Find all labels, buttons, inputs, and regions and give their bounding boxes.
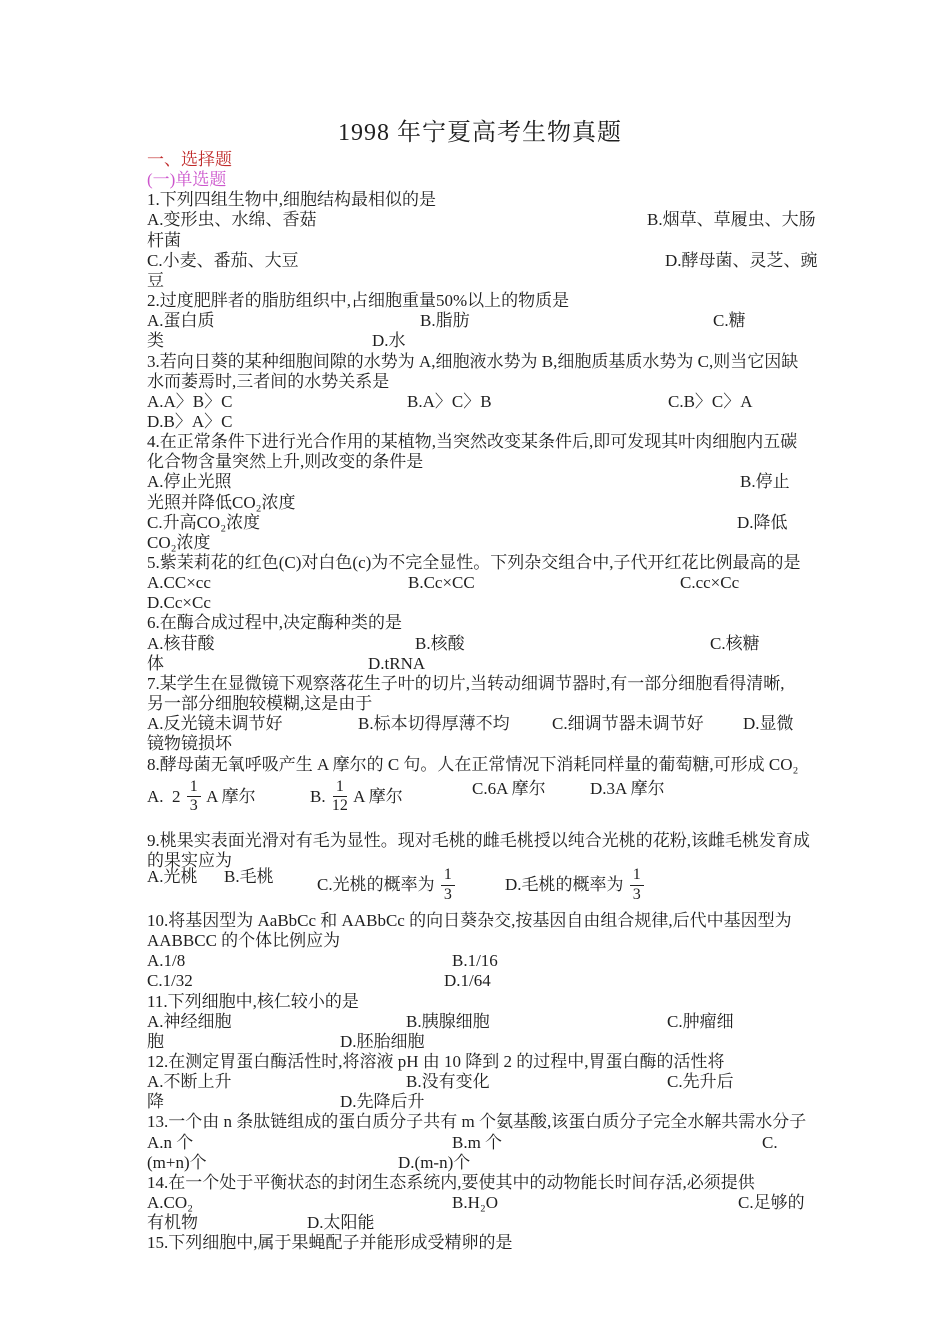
q13-options-abc-seg-0 [147, 1133, 193, 1153]
text-run: 杆菌 [147, 230, 181, 250]
q15-stem [147, 1233, 813, 1253]
q3-options-abc [147, 392, 813, 412]
text-run: B.脂肪 [420, 311, 470, 331]
text-run: A.反光镜未调节好 [147, 714, 283, 734]
text-run: 8.酵母菌无氧呼吸产生 A 摩尔的 C 句。人在正常情况下消耗同样量的葡萄糖,可形成 CO₂ [147, 754, 799, 774]
text-run: B.m 个 [452, 1132, 503, 1152]
q1-option-b-wrap [147, 231, 813, 251]
q7-options-abcd [147, 714, 813, 734]
q12-stem [147, 1052, 813, 1072]
q9-options-seg-2 [317, 867, 457, 904]
q8-options-seg-3 [590, 779, 665, 799]
q12-options-abc-seg-2 [667, 1072, 734, 1092]
q8-options-seg-2 [472, 779, 546, 799]
section-heading-sub [147, 170, 813, 190]
q3-stem-2 [147, 372, 813, 392]
text-run: D.显微 [743, 714, 794, 734]
fraction [332, 779, 348, 816]
q7-options-abcd-seg-0 [147, 714, 283, 734]
text-run: B.Cc×CC [408, 573, 475, 593]
q10-options-cd-seg-1 [444, 971, 491, 991]
q4-options-cd [147, 513, 813, 533]
text-run: (一)单选题 [147, 170, 227, 190]
q9-options-seg-0 [147, 867, 198, 887]
fraction [441, 867, 455, 904]
text-run: C.肿瘤细 [667, 1011, 734, 1031]
text-run: B.毛桃 [224, 866, 274, 886]
q4-options-cd-seg-0 [147, 513, 260, 533]
q6-options-cd-wrap-seg-0 [147, 654, 164, 674]
q6-options-abc-seg-0 [147, 634, 215, 654]
q4-stem-2-seg-0 [147, 452, 423, 472]
q6-options-abc-seg-2 [710, 634, 760, 654]
q4-stem-1 [147, 432, 813, 452]
q5-option-d-seg-0 [147, 593, 211, 613]
q1-options-ab [147, 210, 816, 230]
text-run: 降 [147, 1092, 164, 1112]
q13-options-cd-wrap-seg-1 [398, 1153, 470, 1173]
q11-options-abc-seg-0 [147, 1012, 232, 1032]
text-run: C.糖 [713, 311, 746, 331]
q1-options-cd-seg-0 [147, 251, 299, 271]
text-run: A 摩尔 [202, 786, 256, 806]
text-run: C.先升后 [667, 1072, 734, 1092]
q3-option-d-seg-0 [147, 412, 232, 432]
text-run: D.Cc×Cc [147, 593, 211, 613]
q6-stem [147, 613, 813, 633]
q2-options-abc [147, 311, 813, 331]
text-run: A.1/8 [147, 951, 186, 971]
q12-options-cd-wrap-seg-1 [340, 1092, 425, 1112]
text-run: 类 [147, 331, 164, 351]
text-run: B.烟草、草履虫、大肠 [647, 210, 816, 230]
q10-stem-1 [147, 911, 813, 931]
text-run: 7.某学生在显微镜下观察落花生子叶的切片,当转动细调节器时,有一部分细胞看得清晰, [147, 673, 785, 693]
text-run: A.不断上升 [147, 1072, 232, 1092]
q2-options-abc-seg-2 [713, 311, 746, 331]
q2-options-cd-wrap-seg-0 [147, 331, 164, 351]
q2-options-cd-wrap [147, 331, 813, 351]
q10-options-cd [147, 971, 813, 991]
q1-stem-seg-0 [147, 190, 436, 210]
q14-options-abc-seg-1 [452, 1193, 498, 1213]
text-run: C.足够的 [738, 1193, 805, 1213]
q2-stem-seg-0 [147, 291, 569, 311]
q14-options-cd-wrap-seg-0 [147, 1213, 198, 1233]
q2-options-abc-seg-1 [420, 311, 470, 331]
page-title: 1998 年宁夏高考生物真题 [338, 120, 622, 146]
q7-stem-2 [147, 694, 813, 714]
fraction-denominator: 12 [331, 797, 348, 815]
q2-stem [147, 291, 813, 311]
text-run: D.先降后升 [340, 1092, 425, 1112]
text-run: C.小麦、番茄、大豆 [147, 250, 299, 270]
text-run: 胞 [147, 1031, 164, 1051]
q12-options-abc [147, 1072, 813, 1092]
q11-options-abc-seg-1 [406, 1012, 490, 1032]
q13-stem-seg-0 [147, 1112, 806, 1132]
q7-options-abcd-seg-3 [743, 714, 794, 734]
q13-options-abc-seg-2 [762, 1133, 778, 1153]
q3-stem-2-seg-0 [147, 372, 389, 392]
text-run: 3.若向日葵的某种细胞间隙的水势为 A,细胞液水势为 B,细胞质基质水势为 C,则当它因缺 [147, 351, 799, 371]
q2-options-cd-wrap-seg-1 [372, 331, 406, 351]
text-run: 11.下列细胞中,核仁较小的是 [147, 991, 359, 1011]
q12-options-cd-wrap [147, 1092, 813, 1112]
q10-options-ab-seg-0 [147, 951, 185, 971]
q11-options-cd-wrap-seg-0 [147, 1032, 164, 1052]
q7-option-d-wrap-seg-0 [147, 734, 232, 754]
q5-stem-seg-0 [147, 553, 801, 573]
q7-stem-1 [147, 674, 813, 694]
text-run: C.升高CO₂浓度 [147, 512, 261, 532]
q14-options-abc [147, 1193, 813, 1213]
q8-options-seg-1 [310, 779, 403, 816]
q6-options-abc-seg-1 [415, 634, 465, 654]
q1-options-ab-seg-1 [647, 210, 816, 230]
q10-options-cd-seg-0 [147, 971, 193, 991]
text-run: A.蛋白质 [147, 311, 215, 331]
text-run: 14.在一个处于平衡状态的封闭生态系统内,要使其中的动物能长时间存活,必须提供 [147, 1172, 755, 1192]
text-run: A.变形虫、水绵、香菇 [147, 210, 317, 230]
q6-options-cd-wrap-seg-1 [368, 654, 425, 674]
q14-options-cd-wrap-seg-1 [307, 1213, 375, 1233]
q2-options-abc-seg-0 [147, 311, 215, 331]
q13-stem [147, 1112, 813, 1132]
q6-options-abc [147, 634, 813, 654]
text-run: B.胰腺细胞 [406, 1011, 490, 1031]
text-run: 的果实应为 [147, 850, 232, 870]
q5-options-abc-seg-0 [147, 573, 211, 593]
text-run: B.1/16 [452, 951, 498, 971]
q12-stem-seg-0 [147, 1052, 725, 1072]
text-run: D.降低 [737, 512, 788, 532]
text-run: C. [762, 1132, 778, 1152]
q14-stem-seg-0 [147, 1173, 755, 1193]
q8-stem [147, 755, 813, 775]
q11-options-cd-wrap-seg-1 [340, 1032, 425, 1052]
q13-options-abc-seg-1 [452, 1133, 502, 1153]
q6-stem-seg-0 [147, 613, 402, 633]
text-run: D.太阳能 [307, 1213, 375, 1233]
q11-options-cd-wrap [147, 1032, 813, 1052]
q12-options-abc-seg-1 [406, 1072, 490, 1092]
text-run: D.胚胎细胞 [340, 1031, 425, 1051]
text-run: A.CO₂ [147, 1193, 194, 1213]
q10-stem-2-seg-0 [147, 931, 340, 951]
text-run: A.核苷酸 [147, 633, 215, 653]
q5-options-abc-seg-1 [408, 573, 475, 593]
text-run: A.CC×cc [147, 573, 211, 593]
text-run: 一、选择题 [147, 150, 232, 169]
q1-option-b-wrap-seg-0 [147, 231, 181, 251]
q9-options [147, 865, 813, 911]
text-run: 12.在测定胃蛋白酶活性时,将溶液 pH 由 10 降到 2 的过程中,胃蛋白酶的活性将 [147, 1052, 725, 1071]
q9-options-seg-1 [224, 867, 274, 887]
text-run: B.标本切得厚薄不均 [358, 714, 510, 734]
q3-options-abc-seg-2 [668, 392, 753, 412]
q8-stem-seg-0 [147, 755, 798, 775]
q1-options-ab-seg-0 [147, 210, 317, 230]
text-run: 豆 [147, 270, 164, 290]
text-run: 另一部分细胞较模糊,这是由于 [147, 694, 373, 714]
fraction-denominator: 3 [189, 797, 198, 815]
section-heading-main-seg-0 [147, 150, 232, 170]
q3-stem-1-seg-0 [147, 352, 798, 372]
q3-stem-1 [147, 352, 813, 372]
q9-stem-1-seg-0 [147, 831, 810, 851]
text-run: A.神经细胞 [147, 1011, 232, 1031]
text-run: 13.一个由 n 条肽链组成的蛋白质分子共有 m 个氨基酸,该蛋白质分子完全水解共需水分子 [147, 1112, 807, 1132]
text-run: A.停止光照 [147, 472, 232, 492]
text-run: C.光桃的概率为 [317, 875, 439, 895]
fraction-numerator: 1 [441, 867, 455, 886]
fraction-numerator: 1 [187, 779, 201, 798]
q12-options-abc-seg-0 [147, 1072, 232, 1092]
text-run: 水而萎焉时,三者间的水势关系是 [147, 371, 390, 391]
q4-option-d-wrap-seg-0 [147, 533, 211, 553]
text-run: 镜物镜损坏 [147, 734, 232, 754]
q10-stem-1-seg-0 [147, 911, 792, 931]
q8-options-seg-0 [147, 779, 256, 816]
text-run: 9.桃果实表面光滑对有毛为显性。现对毛桃的雌毛桃授以纯合光桃的花粉,该雌毛桃发育成 [147, 830, 810, 850]
text-run: A.n 个 [147, 1132, 194, 1152]
q14-stem [147, 1173, 813, 1193]
q5-stem [147, 553, 813, 573]
text-run: 光照并降低CO₂浓度 [147, 492, 296, 512]
q13-options-abc [147, 1133, 813, 1153]
fraction [187, 779, 201, 816]
text-run: 化合物含量突然上升,则改变的条件是 [147, 452, 424, 472]
q14-options-abc-seg-0 [147, 1193, 193, 1213]
q6-options-cd-wrap [147, 654, 813, 674]
q7-options-abcd-seg-1 [358, 714, 510, 734]
q11-stem [147, 992, 813, 1012]
q11-stem-seg-0 [147, 992, 359, 1012]
text-run: C.B〉C〉A [668, 391, 753, 411]
fraction-denominator: 3 [443, 885, 452, 903]
text-run: A 摩尔 [349, 786, 403, 806]
q15-stem-seg-0 [147, 1233, 513, 1253]
q4-options-cd-seg-1 [737, 513, 788, 533]
q9-stem-1 [147, 831, 813, 851]
q4-option-b-wrap-seg-0 [147, 493, 296, 513]
q5-options-abc [147, 573, 813, 593]
text-run: 体 [147, 653, 164, 673]
q1-stem [147, 190, 813, 210]
text-run: D.tRNA [368, 653, 426, 673]
q4-options-ab-seg-0 [147, 472, 232, 492]
text-run: 有机物 [147, 1213, 198, 1233]
q3-options-abc-seg-0 [147, 392, 232, 412]
text-run: B.核酸 [415, 633, 465, 653]
text-run: B.停止 [740, 472, 790, 492]
q4-options-ab-seg-1 [740, 472, 790, 492]
fraction-denominator: 3 [632, 885, 641, 903]
section-heading-sub-seg-0 [147, 170, 226, 190]
text-run: D.毛桃的概率为 [505, 875, 628, 895]
text-run: C.核糖 [710, 633, 760, 653]
text-run: 15.下列细胞中,属于果蝇配子并能形成受精卵的是 [147, 1233, 513, 1253]
text-run: A. 2 [147, 786, 185, 806]
q10-options-ab-seg-1 [452, 951, 498, 971]
text-run: B. [310, 786, 330, 806]
q3-option-d [147, 412, 813, 432]
text-run: A.A〉B〉C [147, 391, 233, 411]
q11-options-abc-seg-2 [667, 1012, 734, 1032]
q1-option-d-wrap-seg-0 [147, 271, 164, 291]
q5-option-d [147, 593, 813, 613]
section-heading-main [147, 150, 813, 170]
q7-options-abcd-seg-2 [552, 714, 704, 734]
q14-options-cd-wrap [147, 1213, 813, 1233]
q1-options-cd [147, 250, 818, 271]
q5-options-abc-seg-2 [680, 573, 739, 593]
fraction [630, 867, 644, 904]
q4-stem-1-seg-0 [147, 432, 797, 452]
q4-options-ab [147, 472, 813, 492]
text-run: D.3A 摩尔 [590, 778, 665, 798]
q14-options-abc-seg-2 [738, 1193, 805, 1213]
text-run: C.1/32 [147, 971, 193, 991]
q7-stem-1-seg-0 [147, 674, 785, 694]
text-run: D.B〉A〉C [147, 411, 233, 431]
text-run: D.1/64 [444, 971, 491, 991]
q8-options [147, 775, 813, 831]
q4-option-d-wrap [147, 533, 813, 553]
text-run: 6.在酶合成过程中,决定酶种类的是 [147, 613, 402, 633]
q7-option-d-wrap [147, 734, 813, 754]
text-run: A.光桃 [147, 866, 198, 886]
text-run: 4.在正常条件下进行光合作用的某植物,当突然改变某条件后,即可发现其叶肉细胞内五碳 [147, 432, 798, 452]
q1-option-d-wrap [147, 271, 813, 291]
q4-option-b-wrap [147, 493, 813, 513]
q13-options-cd-wrap [147, 1153, 813, 1173]
q11-options-abc [147, 1012, 813, 1032]
q1-options-cd-seg-1 [665, 251, 818, 271]
text-run: B.A〉C〉B [407, 391, 492, 411]
q10-options-ab [147, 951, 813, 971]
fraction-numerator: 1 [630, 867, 644, 886]
q13-options-cd-wrap-seg-0 [147, 1153, 207, 1173]
text-run: CO₂浓度 [147, 532, 211, 552]
text-run: 10.将基因型为 AaBbCc 和 AABbCc 的向日葵杂交,按基因自由组合规律,后代中基因型为 [147, 910, 792, 930]
text-run: AABBCC 的个体比例应为 [147, 931, 341, 951]
text-run: 1.下列四组生物中,细胞结构最相似的是 [147, 190, 436, 210]
fraction-numerator: 1 [333, 779, 347, 798]
q12-options-cd-wrap-seg-0 [147, 1092, 164, 1112]
text-run: D.酵母菌、灵芝、豌 [665, 250, 818, 270]
text-run: 5.紫茉莉花的红色(C)对白色(c)为不完全显性。下列杂交组合中,子代开红花比例最高的是 [147, 553, 801, 572]
text-run: D.水 [372, 331, 406, 351]
text-run: C.细调节器未调节好 [552, 714, 704, 734]
q4-stem-2 [147, 452, 813, 472]
text-run: B.没有变化 [406, 1072, 490, 1092]
q7-stem-2-seg-0 [147, 694, 372, 714]
q10-stem-2 [147, 931, 813, 951]
text-run: (m+n)个 [147, 1152, 207, 1172]
text-run: D.(m-n)个 [398, 1152, 471, 1172]
text-run: C.cc×Cc [680, 573, 740, 593]
document-lines [147, 150, 818, 1340]
text-run: C.6A 摩尔 [472, 778, 546, 798]
q9-options-seg-3 [505, 867, 646, 904]
text-run: 2.过度肥胖者的脂肪组织中,占细胞重量50%以上的物质是 [147, 291, 570, 311]
q3-options-abc-seg-1 [407, 392, 492, 412]
text-run: B.H₂O [452, 1193, 499, 1213]
